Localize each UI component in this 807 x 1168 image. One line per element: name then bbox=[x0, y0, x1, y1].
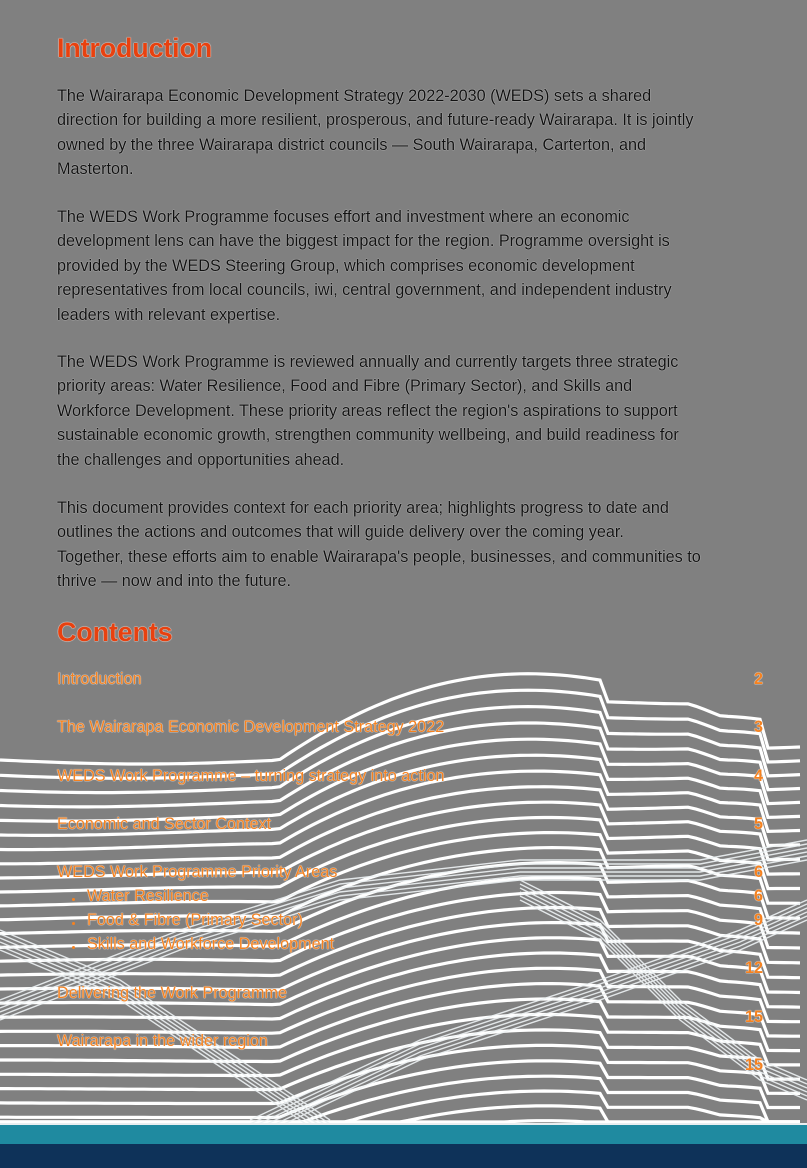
intro-paragraph-4: This document provides context for each priority area; highlights progress to date and outlines the actions and outcomes that will guide delivery over the coming year. Together, these efforts aim to enable Wairarapa's people, businesses, and communities to thrive — now and into the future. bbox=[57, 499, 701, 591]
toc-page-number[interactable]: 6 bbox=[753, 863, 763, 881]
toc-link-delivering[interactable]: Delivering the Work Programme bbox=[57, 984, 287, 1002]
intro-paragraph-2: The WEDS Work Programme focuses effort and investment where an economic development lens can have the biggest impact for the region. Programme oversight is provided by the WEDS Steering Group, which comprises economic development representatives from local councils, iwi, central government, and independent industry leaders with relevant expertise. bbox=[57, 208, 672, 324]
intro-paragraph-1: The Wairarapa Economic Development Strategy 2022-2030 (WEDS) sets a shared direction for building a more resilient, prosperous, and future-ready Wairarapa. It is jointly owned by the three Wairarapa district councils — South Wairarapa, Carterton, and Masterton. bbox=[57, 87, 694, 179]
toc-link-food-fibre[interactable]: Food & Fibre (Primary Sector) bbox=[87, 911, 303, 929]
contents-heading: Contents bbox=[57, 617, 173, 647]
toc-page-number[interactable]: 9 bbox=[753, 911, 763, 929]
footer-band-navy bbox=[0, 1144, 807, 1168]
toc-page-number[interactable]: 15 bbox=[744, 1056, 763, 1074]
toc-page-number[interactable]: 2 bbox=[753, 670, 763, 688]
toc-page-number[interactable]: 4 bbox=[753, 767, 763, 785]
toc-link-economic-context[interactable]: Economic and Sector Context bbox=[57, 815, 272, 833]
toc-page-number[interactable]: 6 bbox=[753, 887, 763, 905]
toc-page-number[interactable]: 12 bbox=[744, 959, 763, 977]
introduction-heading: Introduction bbox=[57, 33, 213, 63]
toc-link-introduction[interactable]: Introduction bbox=[57, 670, 142, 688]
bullet-icon bbox=[72, 898, 75, 901]
intro-paragraph-3: The WEDS Work Programme is reviewed annually and currently targets three strategic priority areas: Water Resilience, Food and Fibre (Primary Sector), and Skills and Workforce Development. These priority areas reflect the region's aspirations to support sustainable economic growth, strengthen community wellbeing, and build readiness for the challenges and opportunities ahead. bbox=[57, 353, 679, 469]
toc-link-wider-region[interactable]: Wairarapa in the wider region bbox=[57, 1032, 268, 1050]
toc-link-weds-strategy[interactable]: The Wairarapa Economic Development Strategy 2022 bbox=[57, 718, 445, 736]
footer-band-teal bbox=[0, 1125, 807, 1144]
toc-link-priority-areas[interactable]: WEDS Work Programme Priority Areas bbox=[57, 863, 338, 881]
toc-link-work-programme[interactable]: WEDS Work Programme – turning strategy into action bbox=[57, 767, 445, 785]
toc-link-water-resilience[interactable]: Water Resilience bbox=[87, 887, 209, 905]
toc-page-number[interactable]: 3 bbox=[753, 718, 763, 736]
toc-page-number[interactable]: 5 bbox=[753, 815, 763, 833]
toc-page-number[interactable]: 15 bbox=[744, 1008, 763, 1026]
toc-link-skills-workforce[interactable]: Skills and Workforce Development bbox=[87, 935, 335, 953]
bullet-icon bbox=[72, 946, 75, 949]
bullet-icon bbox=[72, 922, 75, 925]
